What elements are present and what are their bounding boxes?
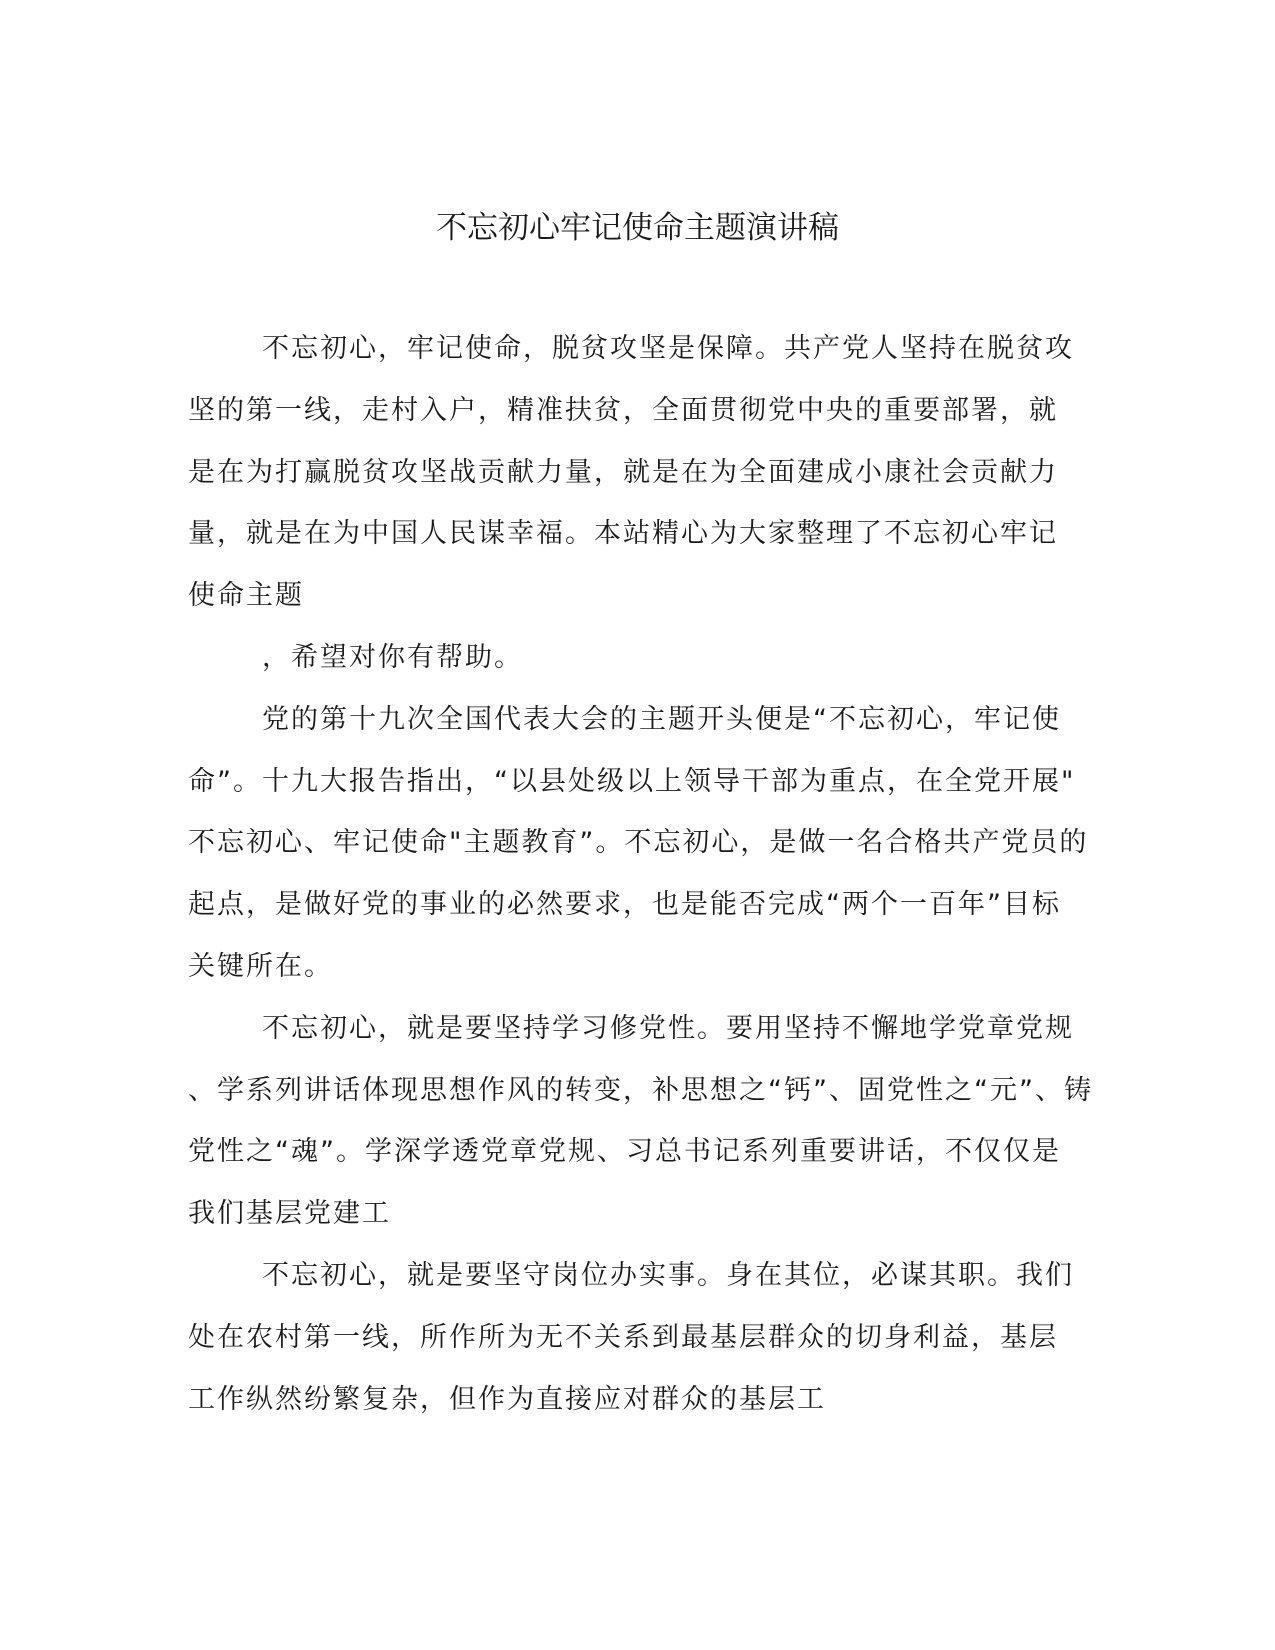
text-line: 不忘初心，就是要坚持学习修党性。要用坚持不懈地学党章党规 — [262, 1012, 1074, 1044]
text-line: 不忘初心，就是要坚守岗位办实事。身在其位，必谋其职。我们 — [262, 1259, 1074, 1291]
text-line: 不忘初心，牢记使命，脱贫攻坚是保障。共产党人坚持在脱贫攻 — [262, 333, 1074, 364]
text-line: 不忘初心、牢记使命"主题教育”。不忘初心，是做一名合格共产党员的 — [188, 827, 1089, 859]
text-line: 党性之“魂”。学深学透党章党规、习总书记系列重要讲话，不仅仅是 — [188, 1136, 1061, 1168]
text-line: 、学系列讲话体现思想作风的转变，补思想之“钙”、固党性之“元”、铸 — [188, 1074, 1093, 1106]
text-line: 是在为打赢脱贫攻坚战贡献力量，就是在为全面建成小康社会贡献力 — [188, 456, 1058, 488]
text-line: 工作纵然纷繁复杂，但作为直接应对群众的基层工 — [188, 1383, 826, 1415]
text-line: 党的第十九次全国代表大会的主题开头便是“不忘初心，牢记使 — [262, 703, 1061, 735]
text-line: 我们基层党建工 — [188, 1198, 391, 1230]
text-line: 处在农村第一线，所作所为无不关系到最基层群众的切身利益，基层 — [188, 1321, 1058, 1353]
text-line: 坚的第一线，走村入户，精准扶贫，全面贯彻党中央的重要部署，就 — [188, 394, 1058, 426]
text-line: 使命主题 — [188, 580, 304, 612]
text-line: 关键所在。 — [188, 950, 333, 982]
document-body — [188, 329, 1093, 1441]
text-line: 起点，是做好党的事业的必然要求，也是能否完成“两个一百年”目标 — [188, 889, 1061, 921]
text-line: ，希望对你有帮助。 — [262, 641, 523, 673]
text-line: 量，就是在为中国人民谋幸福。本站精心为大家整理了不忘初心牢记 — [188, 518, 1058, 550]
document-title: 不忘初心牢记使命主题演讲稿 — [436, 210, 839, 246]
text-line: 命”。十九大报告指出，“以县处级以上领导干部为重点，在全党开展" — [188, 765, 1076, 797]
